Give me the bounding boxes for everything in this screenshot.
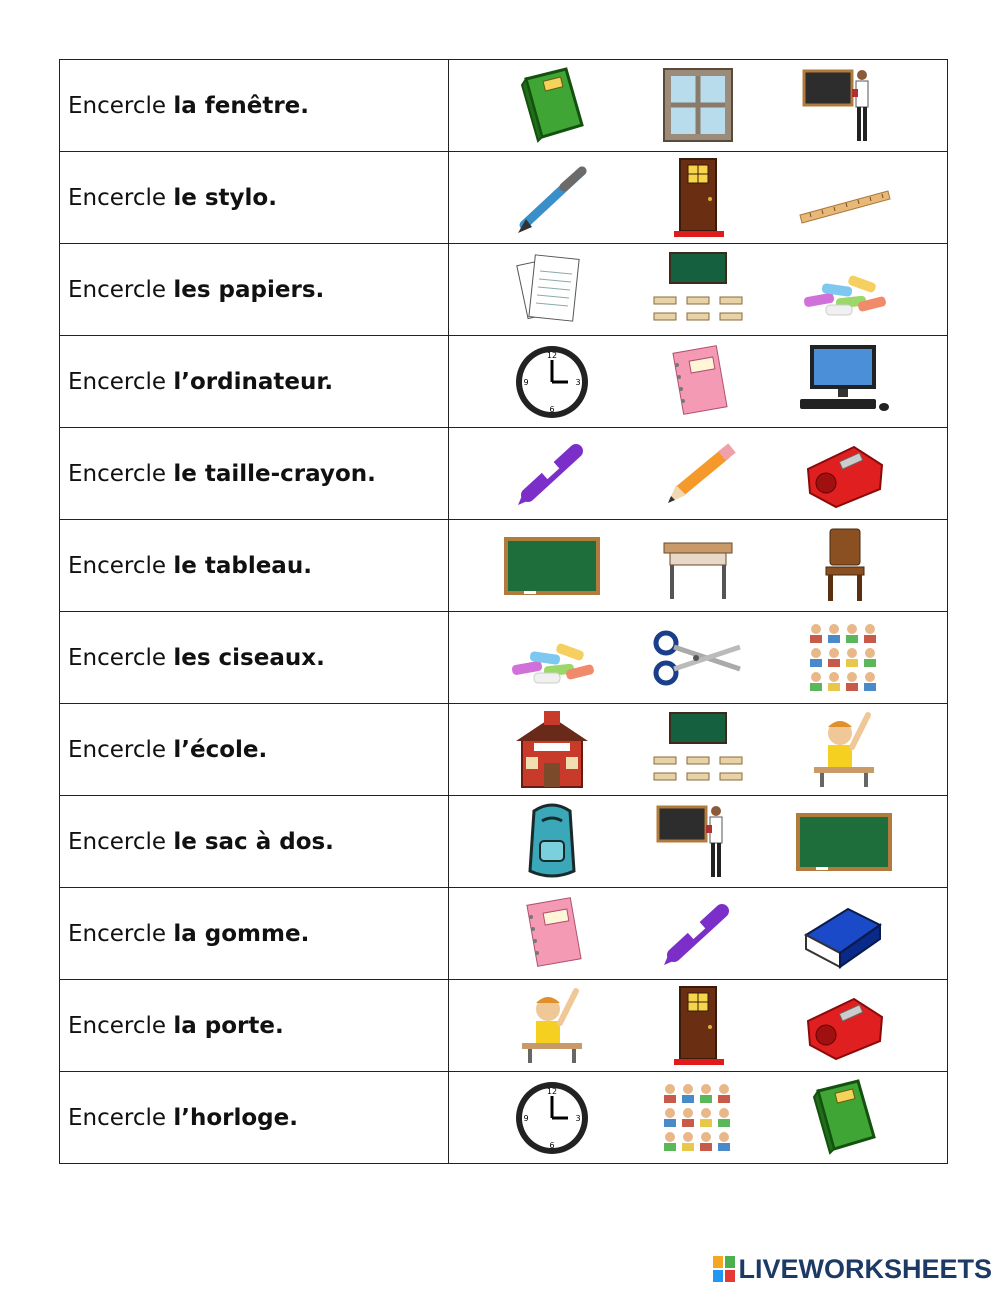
worksheet-row — [60, 888, 948, 980]
pictures-cell — [449, 60, 948, 152]
pictures-cell — [449, 1072, 948, 1164]
worksheet-row — [60, 152, 948, 244]
instruction-verb: Encercle — [68, 184, 167, 211]
desk-icon[interactable] — [650, 525, 746, 607]
clock-icon[interactable] — [504, 341, 600, 423]
target-word: l’école. — [173, 736, 268, 763]
pictures-cell — [449, 520, 948, 612]
worksheet-row — [60, 980, 948, 1072]
worksheet-row — [60, 244, 948, 336]
svg-text:12: 12 — [546, 1086, 558, 1096]
chalkboard-icon[interactable] — [504, 525, 600, 607]
instruction-verb: Encercle — [68, 736, 167, 763]
chalk-icon[interactable] — [796, 249, 892, 331]
target-word: le sac à dos. — [173, 828, 334, 855]
computer-icon[interactable] — [796, 341, 892, 423]
pictures-cell — [449, 336, 948, 428]
worksheet-row — [60, 704, 948, 796]
instruction-verb: Encercle — [68, 460, 167, 487]
school-icon[interactable] — [504, 709, 600, 791]
pictures-cell — [449, 612, 948, 704]
papers-icon[interactable] — [504, 249, 600, 331]
instruction-verb: Encercle — [68, 368, 167, 395]
prompt-cell — [60, 520, 449, 612]
pictures-cell — [449, 980, 948, 1072]
pictures-cell — [449, 704, 948, 796]
chalkboard-icon[interactable] — [796, 801, 892, 883]
pencil-icon[interactable] — [650, 433, 746, 515]
green-book-icon[interactable] — [796, 1077, 892, 1159]
marker-icon[interactable] — [650, 893, 746, 975]
brand-name: LIVEWORKSHEETS — [738, 1253, 992, 1284]
students-icon[interactable] — [650, 1077, 746, 1159]
worksheet-row — [60, 796, 948, 888]
svg-text:12: 12 — [546, 350, 558, 360]
eraser-icon[interactable] — [796, 893, 892, 975]
instruction-verb: Encercle — [68, 552, 167, 579]
classroom-icon[interactable] — [650, 249, 746, 331]
svg-text:3: 3 — [575, 377, 581, 387]
svg-text:3: 3 — [575, 1113, 581, 1123]
target-word: l’horloge. — [173, 1104, 298, 1131]
liveworksheets-logo — [713, 1254, 992, 1284]
worksheet-row — [60, 428, 948, 520]
teacher-at-board-icon[interactable] — [650, 801, 746, 883]
pictures-cell — [449, 796, 948, 888]
worksheet-row — [60, 612, 948, 704]
pen-icon[interactable] — [504, 157, 600, 239]
worksheet-row — [60, 60, 948, 152]
prompt-cell — [60, 1072, 449, 1164]
svg-text:6: 6 — [549, 1140, 555, 1150]
target-word: les papiers. — [173, 276, 325, 303]
marker-icon[interactable] — [504, 433, 600, 515]
scissors-icon[interactable] — [650, 617, 746, 699]
ruler-icon[interactable] — [796, 157, 892, 239]
target-word: la porte. — [173, 1012, 284, 1039]
target-word: l’ordinateur. — [173, 368, 334, 395]
chair-icon[interactable] — [796, 525, 892, 607]
door-icon[interactable] — [650, 157, 746, 239]
pink-notebook-icon[interactable] — [650, 341, 746, 423]
prompt-cell — [60, 704, 449, 796]
pictures-cell — [449, 428, 948, 520]
sharpener-icon[interactable] — [796, 433, 892, 515]
prompt-cell — [60, 888, 449, 980]
prompt-cell — [60, 244, 449, 336]
instruction-verb: Encercle — [68, 828, 167, 855]
prompt-cell — [60, 152, 449, 244]
door-icon[interactable] — [650, 985, 746, 1067]
backpack-icon[interactable] — [504, 801, 600, 883]
instruction-verb: Encercle — [68, 92, 167, 119]
prompt-cell — [60, 612, 449, 704]
pictures-cell — [449, 888, 948, 980]
window-icon[interactable] — [650, 65, 746, 147]
boy-raising-hand-icon[interactable] — [504, 985, 600, 1067]
svg-text:9: 9 — [523, 1113, 529, 1123]
classroom-icon[interactable] — [650, 709, 746, 791]
liveworksheets-logo-icon — [713, 1256, 735, 1282]
worksheet-row — [60, 336, 948, 428]
worksheet-row — [60, 1072, 948, 1164]
teacher-at-board-icon[interactable] — [796, 65, 892, 147]
pictures-cell — [449, 244, 948, 336]
prompt-cell — [60, 428, 449, 520]
worksheet-table — [59, 59, 948, 1164]
green-book-icon[interactable] — [504, 65, 600, 147]
pictures-cell — [449, 152, 948, 244]
instruction-verb: Encercle — [68, 276, 167, 303]
target-word: le stylo. — [173, 184, 277, 211]
instruction-verb: Encercle — [68, 1104, 167, 1131]
target-word: la fenêtre. — [173, 92, 310, 119]
prompt-cell — [60, 60, 449, 152]
instruction-verb: Encercle — [68, 920, 167, 947]
worksheet-row — [60, 520, 948, 612]
instruction-verb: Encercle — [68, 644, 167, 671]
prompt-cell — [60, 336, 449, 428]
prompt-cell — [60, 796, 449, 888]
svg-text:9: 9 — [523, 377, 529, 387]
target-word: le tableau. — [173, 552, 312, 579]
pink-notebook-icon[interactable] — [504, 893, 600, 975]
instruction-verb: Encercle — [68, 1012, 167, 1039]
chalk-icon[interactable] — [504, 617, 600, 699]
prompt-cell — [60, 980, 449, 1072]
target-word: la gomme. — [173, 920, 310, 947]
students-icon[interactable] — [796, 617, 892, 699]
boy-raising-hand-icon[interactable] — [796, 709, 892, 791]
sharpener-icon[interactable] — [796, 985, 892, 1067]
target-word: le taille-crayon. — [173, 460, 376, 487]
svg-text:6: 6 — [549, 404, 555, 414]
clock-icon[interactable] — [504, 1077, 600, 1159]
target-word: les ciseaux. — [173, 644, 325, 671]
